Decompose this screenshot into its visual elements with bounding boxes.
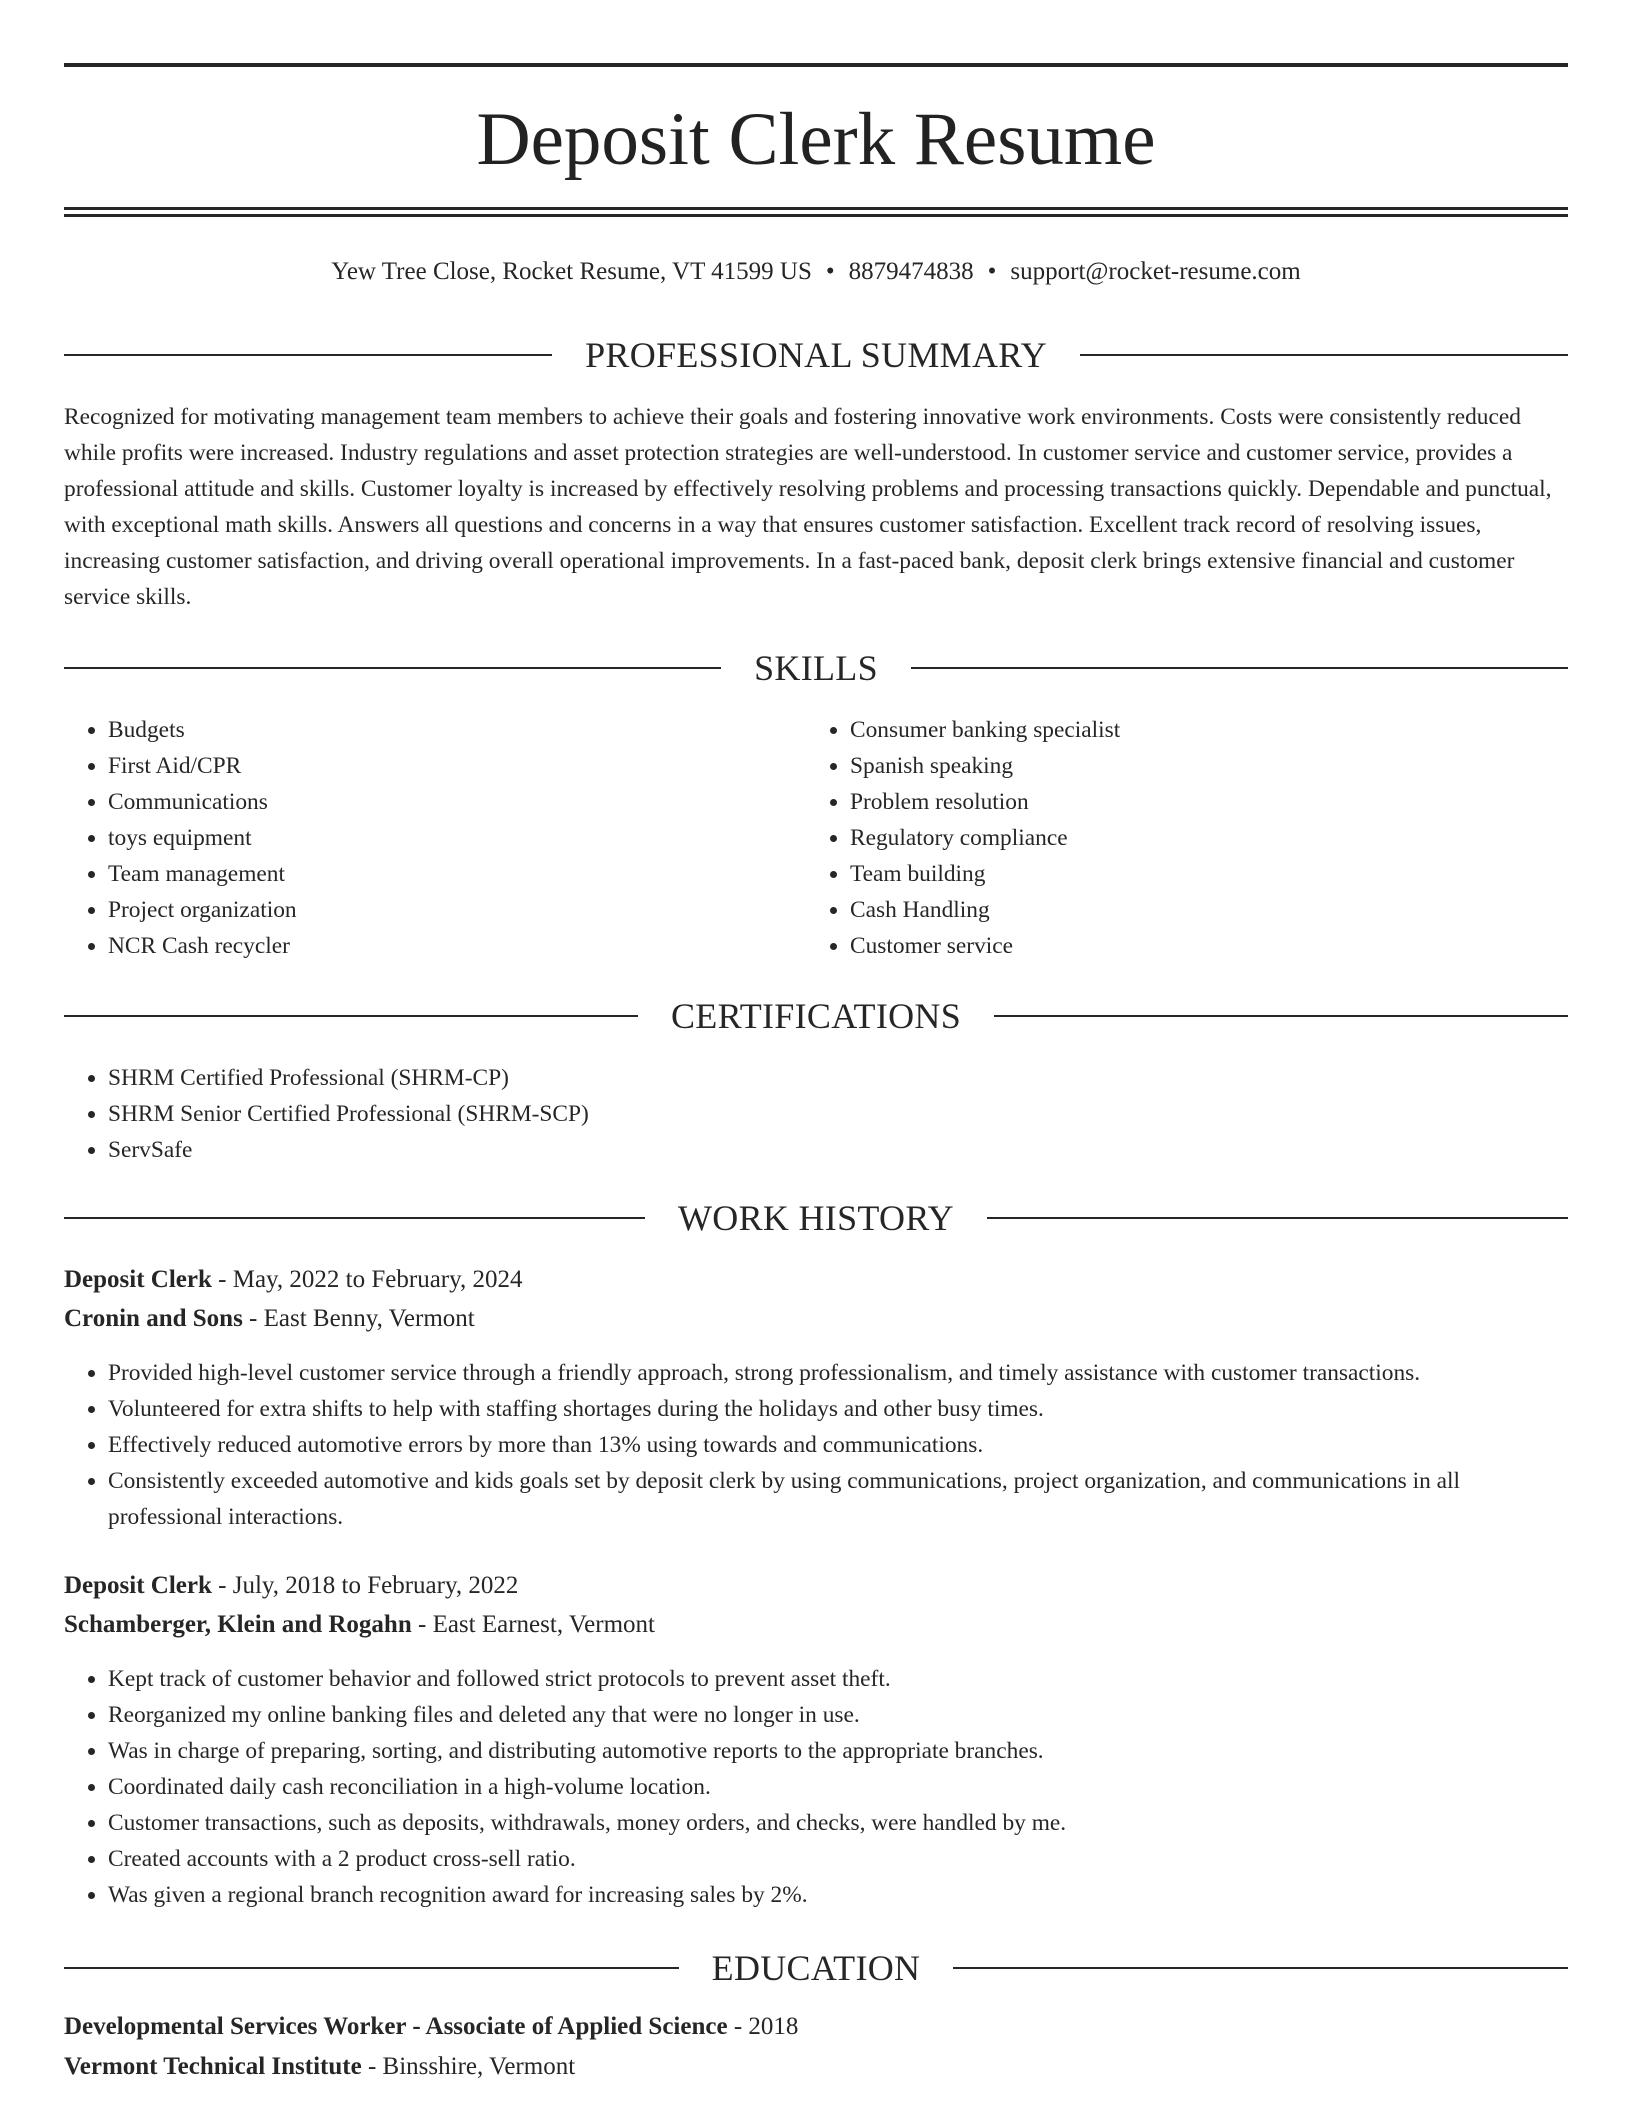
job-bullets-block [64, 1355, 1568, 1535]
job-dates: July, 2018 to February, 2022 [232, 1572, 519, 1599]
job-bullets [64, 1661, 1568, 1913]
page-title: Deposit Clerk Resume [476, 98, 1156, 181]
certification-item: • ServSafe [108, 1132, 1568, 1168]
heading-rule-right [953, 1967, 1568, 1969]
job-bullets-block [64, 1661, 1568, 1913]
education-school: Vermont Technical Institute [64, 2053, 362, 2080]
skill-item: • Project organization [108, 892, 784, 928]
education-degree: Developmental Services Worker - Associate of Applied Science [64, 2013, 728, 2040]
job-company: Schamberger, Klein and Rogahn [64, 1611, 412, 1638]
contact-separator: • [987, 258, 997, 285]
job-bullet: • Reorganized my online banking files and deleted any that were no longer in use. [108, 1697, 1568, 1733]
skill-item: • Team management [108, 856, 784, 892]
job-bullet: • Volunteered for extra shifts to help with staffing shortages during the holidays and other busy times. [108, 1391, 1568, 1427]
certification-item: • SHRM Senior Certified Professional (SHRM-SCP) [108, 1096, 1568, 1132]
job-bullet: • Coordinated daily cash reconciliation in a high-volume location. [108, 1769, 1568, 1805]
job-bullets [64, 1355, 1568, 1535]
job-company-line [64, 1301, 1568, 1337]
contact-phone: 8879474838 [848, 258, 974, 285]
skill-item: • First Aid/CPR [108, 748, 784, 784]
job-title-line [64, 1262, 1568, 1298]
dash: - [249, 1305, 258, 1332]
section-title: CERTIFICATIONS [670, 996, 962, 1036]
heading-rule-left [64, 667, 721, 669]
skill-item: • Communications [108, 784, 784, 820]
dash: - [417, 1611, 427, 1638]
skills-column-right [806, 712, 1566, 964]
job-dates: May, 2022 to February, 2024 [232, 1266, 523, 1293]
skill-item: • Budgets [108, 712, 784, 748]
contact-separator: • [825, 258, 835, 285]
job-bullet: • Effectively reduced automotive errors by more than 13% using towards and communications. [108, 1427, 1568, 1463]
job-bullet: • Customer transactions, such as deposits, withdrawals, money orders, and checks, were handled by me. [108, 1805, 1568, 1841]
certification-item: • SHRM Certified Professional (SHRM-CP) [108, 1060, 1568, 1096]
dash: - [367, 2053, 377, 2080]
contact-line [64, 254, 1568, 290]
heading-rule-left [64, 1217, 645, 1219]
job-title: Deposit Clerk [64, 1266, 212, 1293]
job-title: Deposit Clerk [64, 1572, 212, 1599]
skill-item: • Team building [850, 856, 1566, 892]
job-bullet: • Created accounts with a 2 product cross-sell ratio. [108, 1841, 1568, 1877]
top-rule [64, 63, 1568, 67]
skill-item: • Problem resolution [850, 784, 1566, 820]
job-location: East Earnest, Vermont [432, 1611, 655, 1638]
section-title: SKILLS [754, 648, 878, 688]
education-degree-line [64, 2009, 1568, 2045]
skills-list-right [806, 712, 1566, 964]
section-title: EDUCATION [711, 1948, 921, 1988]
certifications-list [64, 1060, 1568, 1168]
education-location: Binsshire, Vermont [382, 2053, 576, 2080]
summary-text: Recognized for motivating management team members to achieve their goals and fostering innovative work environments. Costs were consistently reduced while profits were increased. Industry regulations and asset protection strategies are well-understood. In customer service and customer service, provides a professional attitude and skills. Customer loyalty is increased by effectively resolving problems and processing transactions quickly. Dependable and punctual, with exceptional math skills. Answers all questions and concerns in a way that ensures customer satisfaction. Excellent track record of resolving issues, increasing customer satisfaction, and driving overall operational improvements. In a fast-paced bank, deposit clerk brings extensive financial and customer service skills. [64, 404, 1552, 610]
dash: - [218, 1266, 227, 1293]
job-bullet: • Consistently exceeded automotive and kids goals set by deposit clerk by using communications, project organization, and communications in all professional interactions. [108, 1463, 1568, 1535]
job-location: East Benny, Vermont [263, 1305, 475, 1332]
job-bullet: • Was given a regional branch recognition award for increasing sales by 2%. [108, 1877, 1568, 1913]
education-school-line [64, 2049, 1568, 2085]
heading-rule-left [64, 354, 552, 356]
job-company: Cronin and Sons [64, 1305, 243, 1332]
skill-item: • toys equipment [108, 820, 784, 856]
section-heading-summary [64, 331, 1568, 379]
contact-address: Yew Tree Close, Rocket Resume, VT 41599 US [331, 258, 812, 285]
heading-rule-left [64, 1967, 679, 1969]
section-title: WORK HISTORY [678, 1198, 954, 1238]
dash: - [733, 2013, 743, 2040]
heading-rule-right [987, 1217, 1568, 1219]
contact-email: support@rocket-resume.com [1010, 258, 1301, 285]
section-heading-skills [64, 644, 1568, 692]
skill-item: • Customer service [850, 928, 1566, 964]
section-heading-education [64, 1944, 1568, 1992]
skill-item: • Regulatory compliance [850, 820, 1566, 856]
job-bullet: • Provided high-level customer service through a friendly approach, strong professionalism, and timely assistance with customer transactions. [108, 1355, 1568, 1391]
skill-item: • Spanish speaking [850, 748, 1566, 784]
section-heading-work-history [64, 1194, 1568, 1242]
education-year: 2018 [748, 2013, 799, 2040]
skill-item: • Consumer banking specialist [850, 712, 1566, 748]
skills-column-left [64, 712, 784, 964]
job-bullet: • Was in charge of preparing, sorting, and distributing automotive reports to the appropriate branches. [108, 1733, 1568, 1769]
heading-rule-right [994, 1015, 1568, 1017]
certifications-block [64, 1060, 1568, 1168]
job-bullet: • Kept track of customer behavior and followed strict protocols to prevent asset theft. [108, 1661, 1568, 1697]
job-title-line [64, 1568, 1568, 1604]
job-company-line [64, 1607, 1568, 1643]
heading-rule-right [1080, 354, 1568, 356]
title-double-rule [64, 207, 1568, 217]
heading-rule-left [64, 1015, 638, 1017]
section-title: PROFESSIONAL SUMMARY [585, 335, 1047, 375]
heading-rule-right [911, 667, 1568, 669]
section-heading-certifications [64, 992, 1568, 1040]
skill-item: • NCR Cash recycler [108, 928, 784, 964]
skills-list-left [64, 712, 784, 964]
skill-item: • Cash Handling [850, 892, 1566, 928]
dash: - [218, 1572, 227, 1599]
